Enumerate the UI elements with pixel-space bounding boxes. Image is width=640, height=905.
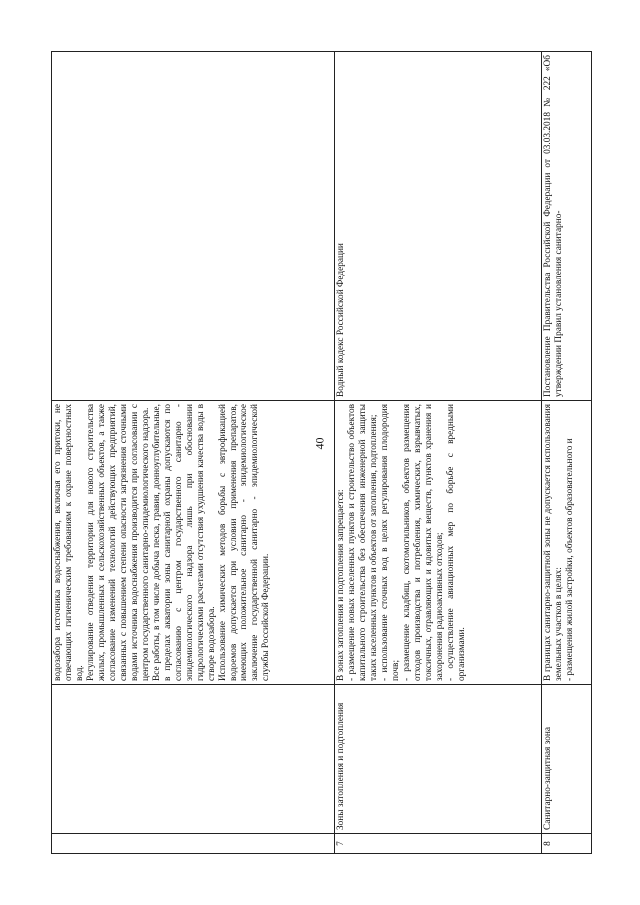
requirement-paragraph: В границах санитарно-защитной зоны не допускается использования земельных участков в целях: bbox=[543, 404, 564, 681]
requirement-paragraph: - размещение новых населенных пунктов и строительство объектов капитального строительства без обеспечения инженерной защиты таких населенных пунктов и объектов от затопления, подтопления; bbox=[346, 404, 379, 681]
table-row bbox=[335, 52, 542, 854]
row-number: 7 bbox=[335, 834, 542, 854]
requirement-paragraph: - размещение кладбищ, скотомогильников, объектов размещения отходов производства и потребления, химических, взрывчатых, токсичных, отравляющих и ядовитых веществ, пунктов хранения и захоронения радиоактивных отходов; bbox=[401, 404, 445, 681]
source-document: Водный кодекс Российской Федерации bbox=[335, 52, 542, 401]
regulations-table bbox=[51, 51, 592, 854]
zone-name: Санитарно-защитная зона bbox=[542, 685, 592, 834]
requirement-paragraph: - размещения жилой застройки, объектов образовательного и bbox=[564, 438, 575, 681]
requirement-paragraph: Использование химических методов борьбы с эвтрофикацией водоемов допускается при условии применения препаратов, имеющих положительное санитарно - эпидемиологическое заключение государственной санитарно - эпидемиологической службы Российской Федерации. bbox=[217, 404, 272, 681]
rotated-page-content bbox=[51, 52, 591, 854]
table-row bbox=[542, 52, 592, 854]
requirements-cell bbox=[335, 401, 542, 685]
requirement-paragraph: Все работы, в том числе добыча песка, гравия, донноуглубительные, в пределах акватории зоны санитарной охраны допускаются по согласованию с центром государственного санитарно - эпидемиологического надзора лишь при обосновании гидрологическими расчетами отсутствия ухудшения качества воды в створе водозабора. bbox=[151, 404, 217, 681]
requirements-cell bbox=[52, 401, 335, 685]
source-document bbox=[52, 52, 335, 401]
requirements-cell bbox=[542, 401, 592, 685]
row-number bbox=[52, 834, 335, 854]
requirement-paragraph: Регулирование отведения территории для нового строительства жилых, промышленных и сельскохозяйственных объектов, а также согласование изменений технологий действующих предприятий, связанных с повышением степени опасности загрязнения сточными водами источника водоснабжения производится при согласовании с центром государственного санитарно-эпидемиологического надзора. bbox=[85, 404, 151, 681]
page-number: 40 bbox=[312, 437, 327, 450]
zone-name bbox=[52, 685, 335, 834]
row-number: 8 bbox=[542, 834, 592, 854]
table-row bbox=[52, 52, 335, 854]
requirement-paragraph: водозабора источника водоснабжения, включая его притоки, не отвечающих гигиеническим требованиям к охране поверхностных вод. bbox=[53, 404, 85, 681]
requirement-paragraph: - использование сточных вод в целях регулирования плодородия почв; bbox=[379, 404, 401, 681]
requirement-paragraph: В зонах затопления и подтопления запрещается: bbox=[336, 489, 346, 681]
zone-name: Зоны затопления и подтопления bbox=[335, 685, 542, 834]
source-document: Постановление Правительства Российской Федерации от 03.03.2018 № 222 «Об утверждении Правил установления санитарно- bbox=[542, 52, 592, 401]
requirement-paragraph: - осуществление авиационных мер по борьбе с вредными организмами. bbox=[445, 404, 467, 681]
